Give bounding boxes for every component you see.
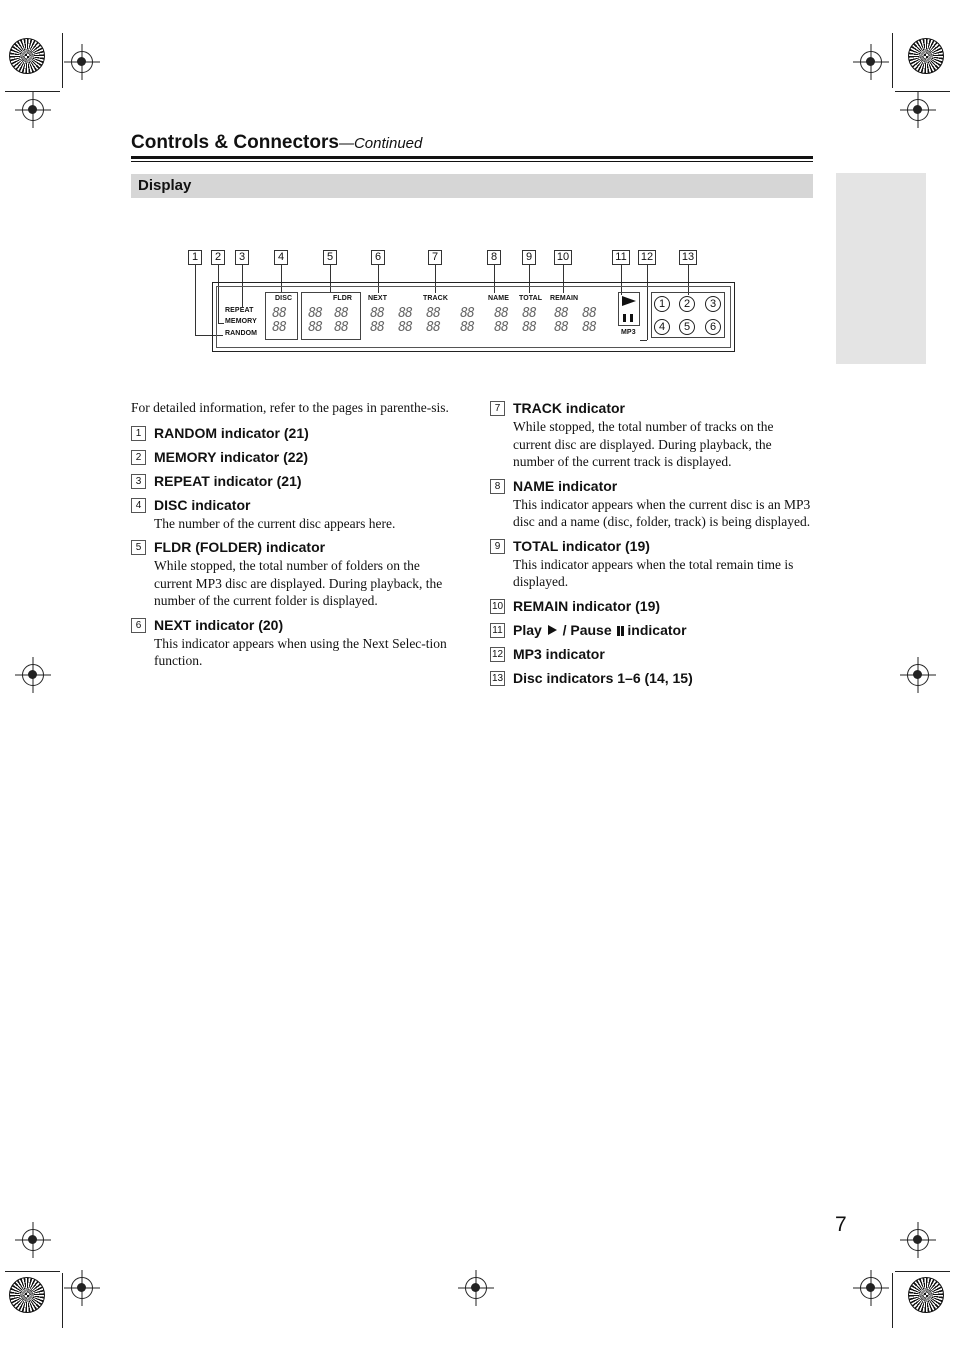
leader-line [195, 265, 196, 335]
callout-5: 5 [323, 250, 337, 265]
total-label: TOTAL [519, 295, 543, 302]
item-number: 7 [490, 401, 505, 416]
folder-digit: 88 88 [308, 306, 322, 335]
item-title: RANDOM indicator (21) [154, 424, 309, 441]
crop-line [892, 1273, 893, 1328]
list-item [490, 645, 815, 663]
registration-target-icon [465, 1277, 487, 1299]
registration-target-icon [907, 664, 929, 686]
pause-icon [621, 626, 624, 636]
list-item [131, 496, 461, 533]
item-number: 4 [131, 498, 146, 513]
item-number: 6 [131, 618, 146, 633]
segment-digit: 88 88 [370, 306, 384, 335]
play-title-text: Play [513, 621, 542, 638]
track-label: TRACK [423, 295, 448, 302]
list-item [131, 448, 461, 466]
starburst-icon [9, 38, 45, 74]
right-column [490, 399, 815, 693]
disc-label: DISC [275, 295, 293, 302]
item-description: While stopped, the total number of tracks on the current disc are displayed. During playback, the number of the current track is displayed. [513, 419, 774, 469]
item-number: 9 [490, 539, 505, 554]
section-title: Display [138, 177, 192, 194]
item-description: This indicator appears when the total remain time is displayed. [513, 556, 794, 589]
callout-12: 12 [638, 250, 656, 265]
registration-target-icon [22, 664, 44, 686]
item-title: MEMORY indicator (22) [154, 448, 309, 465]
item-number: 10 [491, 600, 504, 612]
mp3-label: MP3 [621, 329, 636, 336]
left-column [131, 399, 461, 676]
starburst-icon [908, 38, 944, 74]
starburst-icon [9, 1277, 45, 1313]
folder-label: FLDR [333, 295, 353, 302]
list-item [490, 477, 815, 531]
registration-target-icon [907, 99, 929, 121]
name-label: NAME [488, 295, 510, 302]
repeat-label: REPEAT [225, 307, 254, 314]
crop-line [895, 91, 950, 92]
item-description: While stopped, the total number of folders on the current MP3 disc are displayed. During playback, the number of the current folder is displayed. [154, 558, 443, 608]
item-title: FLDR (FOLDER) indicator [154, 539, 326, 555]
item-number: 8 [490, 479, 505, 494]
item-number: 11 [490, 623, 505, 638]
item-number: 5 [131, 540, 146, 555]
pause-icon [630, 314, 633, 322]
list-item [131, 424, 461, 442]
pause-icon [617, 626, 620, 636]
callout-4: 4 [274, 250, 288, 265]
callout-7: 7 [428, 250, 442, 265]
registration-target-icon [22, 99, 44, 121]
side-tab [836, 173, 926, 364]
page-title-text: Controls & Connectors [131, 132, 339, 153]
callout-1: 1 [188, 250, 202, 265]
item-title: NAME indicator [513, 477, 618, 494]
item-description: This indicator appears when using the Next Selec-tion function. [154, 635, 447, 668]
callout-3: 3 [235, 250, 249, 265]
list-item [490, 537, 815, 591]
segment-digit: 88 88 [398, 306, 412, 335]
item-description: This indicator appears when the current disc is an MP3 disc and a name (disc, folder, track) is being displayed. [513, 496, 811, 529]
remain-label: REMAIN [550, 295, 579, 302]
list-item [490, 399, 815, 471]
disc-digit: 88 88 [272, 306, 286, 335]
play-icon [622, 296, 636, 306]
item-description: The number of the current disc appears here. [154, 515, 396, 531]
callout-2: 2 [211, 250, 225, 265]
item-title [513, 621, 815, 639]
header-rule [131, 156, 813, 159]
item-title: MP3 indicator [513, 645, 605, 662]
registration-target-icon [860, 51, 882, 73]
disc-indicator-2: 2 [679, 296, 695, 312]
item-number: 1 [131, 426, 146, 441]
item-number: 12 [491, 648, 504, 660]
continued-label: —Continued [338, 135, 423, 152]
indicator-title-text: indicator [627, 621, 687, 638]
disc-indicator-6: 6 [705, 319, 721, 335]
callout-9: 9 [522, 250, 536, 265]
item-title: NEXT indicator (20) [154, 616, 284, 633]
registration-target-icon [71, 1277, 93, 1299]
item-title: DISC indicator [154, 496, 251, 513]
crop-line [892, 33, 893, 88]
random-label: RANDOM [225, 330, 258, 337]
pause-icon [623, 314, 626, 322]
callout-6: 6 [371, 250, 385, 265]
list-item [131, 616, 461, 670]
crop-line [5, 1271, 60, 1272]
list-item [490, 621, 815, 639]
page-number: 7 [835, 1213, 847, 1236]
item-title: Disc indicators 1–6 (14, 15) [513, 669, 693, 686]
next-label: NEXT [368, 295, 388, 302]
list-item [131, 472, 461, 490]
item-number: 13 [491, 672, 504, 684]
item-title: REPEAT indicator (21) [154, 472, 302, 489]
callout-10: 10 [554, 250, 572, 265]
registration-target-icon [22, 1229, 44, 1251]
registration-target-icon [907, 1229, 929, 1251]
disc-indicator-3: 3 [705, 296, 721, 312]
segment-digit: 88 88 [522, 306, 536, 335]
callout-13: 13 [679, 250, 697, 265]
segment-digit: 88 88 [460, 306, 474, 335]
item-title: TRACK indicator [513, 400, 625, 416]
display-diagram [180, 248, 750, 358]
registration-target-icon [860, 1277, 882, 1299]
disc-indicator-4: 4 [654, 319, 670, 335]
segment-digit: 88 88 [582, 306, 596, 335]
starburst-icon [908, 1277, 944, 1313]
list-item [131, 538, 461, 610]
segment-digit: 88 88 [494, 306, 508, 335]
play-icon [548, 625, 557, 635]
callout-11: 11 [612, 250, 630, 265]
disc-indicator-5: 5 [679, 319, 695, 335]
list-item [490, 597, 815, 615]
registration-target-icon [71, 51, 93, 73]
disc-indicator-1: 1 [654, 296, 670, 312]
segment-digit: 88 88 [426, 306, 440, 335]
crop-line [62, 1273, 63, 1328]
item-title: TOTAL indicator (19) [513, 537, 650, 554]
header-rule-thin [131, 161, 813, 162]
pause-title-text: / Pause [562, 621, 612, 638]
folder-digit: 88 88 [334, 306, 348, 335]
section-bar [131, 174, 813, 198]
segment-digit: 88 88 [554, 306, 568, 335]
item-title: REMAIN indicator (19) [513, 597, 661, 614]
crop-line [62, 33, 63, 88]
intro-text: For detailed information, refer to the pages in parenthe-sis. [131, 400, 449, 415]
lcd-display [212, 282, 735, 352]
callout-8: 8 [487, 250, 501, 265]
crop-line [895, 1271, 950, 1272]
item-number: 3 [131, 474, 146, 489]
list-item [490, 669, 815, 687]
item-number: 2 [131, 450, 146, 465]
memory-label: MEMORY [225, 318, 257, 325]
page-title [131, 132, 422, 154]
